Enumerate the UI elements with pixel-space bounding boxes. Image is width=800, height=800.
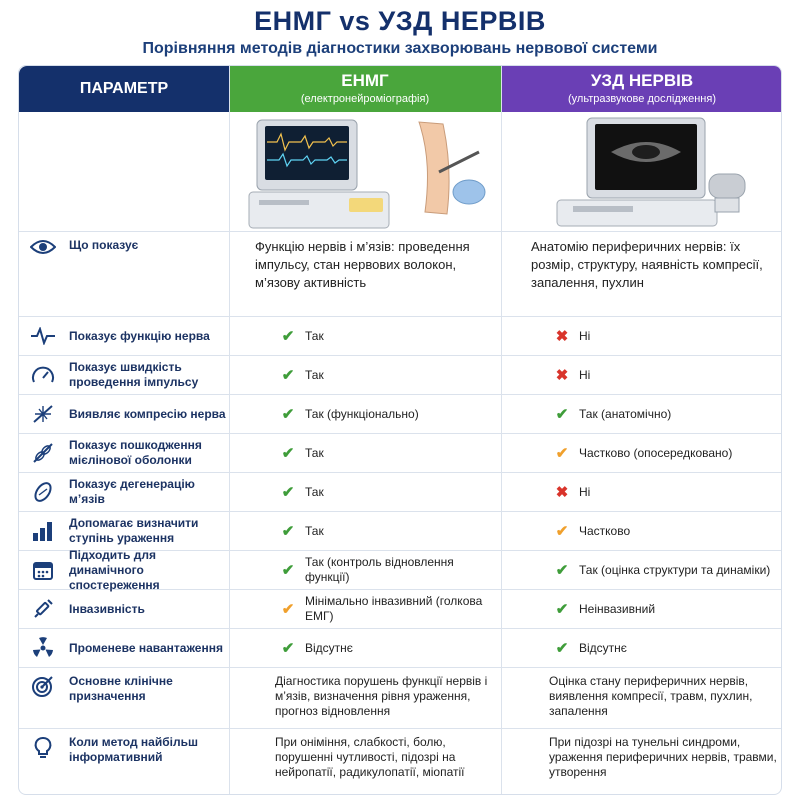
row-label: Основне клінічне призначення (69, 674, 173, 703)
row-label: Коли метод найбільш інформативний (69, 735, 198, 764)
uzd-cell (511, 232, 782, 316)
check-icon: ✔ (555, 600, 569, 618)
emg-cell (237, 629, 499, 667)
check-icon: ✔ (281, 561, 295, 579)
row-label: Інвазивність (69, 601, 145, 616)
uzd-cell (511, 356, 782, 394)
check-icon: ✔ (555, 561, 569, 579)
check-icon: ✔ (281, 483, 295, 501)
uzd-value: Ні (579, 367, 591, 382)
column-header-emg (229, 66, 501, 112)
check-icon: ✔ (555, 405, 569, 423)
uzd-value: При підозрі на тунельні синдроми, ураження периферичних нервів, травми, утворення (549, 735, 777, 779)
emg-value: Так (функціонально) (305, 406, 419, 421)
emg-value: Діагностика порушень функції нервів і м’язів, визначення рівня ураження, прогноз відновлення (275, 674, 488, 718)
emg-cell (237, 473, 499, 511)
ultrasound-device-illustration (501, 112, 782, 232)
row-label: Що показує (69, 238, 139, 252)
check-icon: ✔ (281, 327, 295, 345)
check-icon: ✔ (281, 366, 295, 384)
table-row (19, 668, 782, 729)
column-header-uzd (501, 66, 782, 112)
emg-value: Так (305, 367, 324, 382)
page-title: ЕНМГ vs УЗД НЕРВІВ (254, 6, 546, 36)
emg-cell (237, 590, 499, 628)
table-row (19, 473, 782, 512)
emg-cell (237, 551, 499, 589)
emg-cell (237, 434, 499, 472)
page-subtitle: Порівняння методів діагностики захворювань нервової системи (142, 40, 658, 57)
table-row (19, 434, 782, 473)
uzd-cell (511, 551, 782, 589)
pulse-icon (25, 317, 61, 355)
check-icon: ✔ (555, 639, 569, 657)
comparison-table (18, 65, 782, 795)
target-icon (25, 668, 61, 728)
check-icon: ✔ (281, 444, 295, 462)
emg-value: Мінімально інвазивний (голкова ЕМГ) (305, 594, 483, 623)
syringe-icon (25, 590, 61, 628)
lightbulb-icon (25, 729, 61, 791)
table-row (19, 395, 782, 434)
uzd-value: Анатомію периферичних нервів: їх розмір, структуру, наявність компресії, запалення, пухлин (531, 239, 763, 290)
table-row (19, 317, 782, 356)
row-label: Допомагає визначити ступінь ураження (69, 516, 199, 545)
uzd-value: Так (анатомічно) (579, 406, 672, 421)
emg-subtitle: (електронейроміографія) (300, 93, 430, 105)
uzd-cell (511, 629, 782, 667)
uzd-value: Оцінка стану периферичних нервів, виявлення компресії, травм, пухлин, запалення (549, 674, 753, 718)
uzd-cell (511, 512, 782, 550)
column-header-param: ПАРАМЕТР (19, 66, 229, 112)
emg-cell (237, 512, 499, 550)
emg-cell (237, 668, 499, 728)
check-icon: ✔ (281, 639, 295, 657)
emg-cell (237, 356, 499, 394)
partial-check-icon: ✔ (281, 600, 295, 618)
emg-device-illustration (229, 112, 501, 232)
table-row (19, 629, 782, 668)
uzd-cell (511, 317, 782, 355)
check-icon: ✔ (281, 405, 295, 423)
uzd-value: Ні (579, 328, 591, 343)
row-label: Показує пошкодження мієлінової оболонки (69, 438, 202, 467)
uzd-cell (511, 473, 782, 511)
uzd-value: Частково (579, 523, 631, 538)
table-row (19, 547, 782, 592)
uzd-value: Ні (579, 484, 591, 499)
bar-chart-icon (25, 512, 61, 550)
uzd-cell (511, 395, 782, 433)
emg-value: Так (контроль відновлення функції) (305, 555, 454, 584)
uzd-value: Так (оцінка структури та динаміки) (579, 562, 771, 577)
table-row (19, 590, 782, 629)
emg-cell (237, 395, 499, 433)
uzd-cell (511, 590, 782, 628)
uzd-cell (511, 668, 782, 728)
emg-value: При оніміння, слабкості, болю, порушенні чутливості, підозрі на нейропатії, радикулопатії, міопатії (275, 735, 465, 779)
table-row (19, 356, 782, 395)
uzd-cell (511, 729, 782, 791)
table-row (19, 512, 782, 551)
table-row (19, 729, 782, 791)
eye-icon (25, 232, 61, 316)
emg-cell (237, 729, 499, 791)
check-icon: ✔ (281, 522, 295, 540)
muscle-icon (25, 473, 61, 511)
emg-value: Так (305, 328, 324, 343)
uzd-value: Неінвазивний (579, 601, 656, 616)
nerve-compression-icon (25, 395, 61, 433)
cross-icon: ✖ (555, 327, 569, 345)
partial-check-icon: ✔ (555, 444, 569, 462)
emg-value: Так (305, 484, 324, 499)
cross-icon: ✖ (555, 366, 569, 384)
row-label: Виявляє компресію нерва (69, 406, 226, 421)
uzd-value: Відсутнє (579, 640, 627, 655)
row-label: Показує швидкість проведення імпульсу (69, 360, 199, 389)
row-label: Показує дегенерацію м’язів (69, 477, 195, 506)
uzd-value: Частково (опосередковано) (579, 445, 733, 460)
cross-icon: ✖ (555, 483, 569, 501)
uzd-cell (511, 434, 782, 472)
emg-value: Відсутнє (305, 640, 353, 655)
partial-check-icon: ✔ (555, 522, 569, 540)
row-label: Променеве навантаження (69, 640, 223, 655)
row-label: Показує функцію нерва (69, 328, 210, 343)
emg-cell (237, 317, 499, 355)
emg-value: Так (305, 445, 324, 460)
radiation-icon (25, 629, 61, 667)
emg-value: Функцію нервів і м’язів: проведення імпульсу, стан нервових волокон, м’язову активність (255, 239, 470, 290)
table-row (19, 232, 782, 317)
myelin-icon (25, 434, 61, 472)
emg-title: ЕНМГ (341, 71, 389, 90)
emg-value: Так (305, 523, 324, 538)
emg-cell (237, 232, 499, 316)
uzd-subtitle: (ультразвукове дослідження) (567, 93, 717, 105)
speedometer-icon (25, 356, 61, 394)
illustration-row (19, 112, 782, 232)
calendar-icon (25, 551, 61, 589)
uzd-title: УЗД НЕРВІВ (590, 71, 694, 90)
row-label: Підходить для динамічного спостереження (69, 547, 160, 592)
